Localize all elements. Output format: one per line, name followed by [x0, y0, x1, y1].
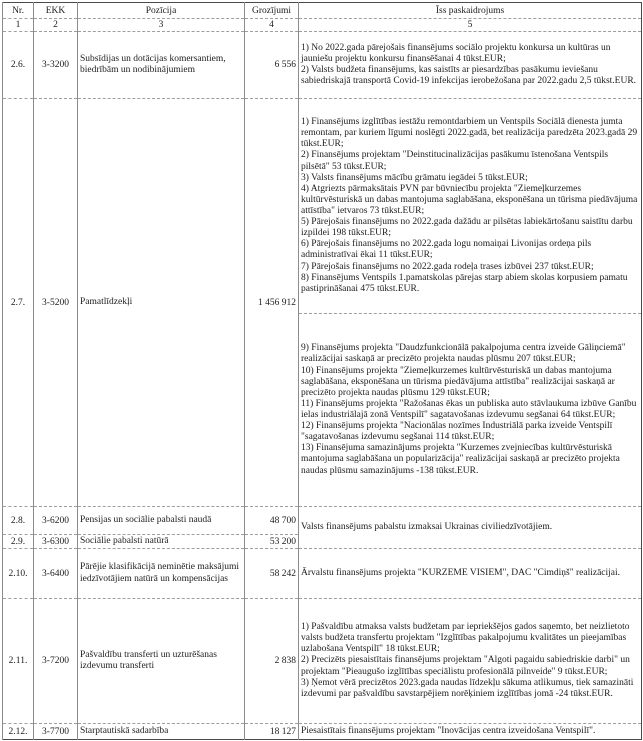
explanation-item: 1) Finansējums izglītības iestāžu remontdarbiem un Ventspils Sociālā dienesta jumta remontam, par kuriem līgumi noslēgti 2022.gadā, bet realizācija paredzēta 2023.gadā 29 tūkst.EUR;: [301, 117, 638, 150]
col-header-ekk: EKK: [34, 3, 78, 19]
explanation-item: 9) Finansējums projekta "Daudzfunkcionālā pakalpojuma centra izveide Gāliņciemā" realizācijai saskaņā ar precizēto projekta naudas plūsmu 207 tūkst.EUR;: [301, 343, 626, 365]
explanation-item: 12) Finansējums projekta "Nacionālas nozīmes Industriālā parka izveide Ventspilī "sagatavošanas izdevumu segšanai 114 tūkst.EUR;: [301, 421, 613, 443]
col-header-nr: Nr.: [3, 3, 34, 19]
col-number-3: 3: [78, 19, 245, 32]
grozijumi-cell: 6 556: [245, 32, 299, 99]
nr-cell: 2.7.: [3, 99, 34, 507]
explanation-cell: [299, 99, 642, 314]
ekk-cell: 3-6200: [34, 507, 78, 535]
explanation-cell: [299, 549, 642, 599]
nr-cell: 2.8.: [3, 507, 34, 535]
col-header-paskaidrojums: Īss paskaidrojums: [299, 3, 642, 19]
grozijumi-cell: 53 200: [245, 535, 299, 549]
pozicija-cell: Subsīdijas un dotācijas komersantiem, biedrībām un nodibinājumiem: [78, 32, 245, 99]
table-row-2-6: [3, 32, 642, 99]
ekk-cell: 3-7700: [34, 724, 78, 740]
pozicija-cell: Pārējie klasifikācijā neminētie maksājumi iedzīvotājiem natūrā un kompensācijas: [78, 549, 245, 599]
explanation-item: 11) Finansējums projekta "Ražošanas ēkas un publiska auto stāvlaukuma izbūve Ganību ielas industriālajā zonā Ventspilī" sagatavošanas izdevumu segšanai 64 tūkst.EUR;: [301, 398, 637, 420]
col-header-grozijumi: Grozījumi: [245, 3, 299, 19]
ekk-cell: 3-6400: [34, 549, 78, 599]
explanation-item: Ārvalstu finansējums projekta "KURZEME VISIEM", DAC "Cimdiņš" realizācijai.: [301, 567, 621, 578]
grozijumi-cell: 2 838: [245, 599, 299, 724]
explanation-item: 5) Pārejošais finansējums no 2022.gada dažādu ar pilsētas labiekārtošanu saistītu darbu izpildei 198 tūkst.EUR;: [301, 217, 633, 239]
explanation-cell: [299, 507, 642, 549]
table-row-2-10: [3, 549, 642, 599]
pozicija-cell: Pamatlīdzekļi: [78, 99, 245, 507]
table-row-2-7: [3, 99, 642, 314]
nr-cell: 2.9.: [3, 535, 34, 549]
explanation-cell: [299, 32, 642, 99]
pozicija-cell: Pašvaldību transferti un uzturēšanas izdevumu transferti: [78, 599, 245, 724]
column-number-row: [3, 19, 642, 32]
grozijumi-cell: 1 456 912: [245, 99, 299, 507]
explanation-cell: [299, 599, 642, 724]
explanation-item: Valsts finansējums pabalstu izmaksai Ukrainas civiliedzīvotājiem.: [301, 521, 553, 532]
grozijumi-cell: 48 700: [245, 507, 299, 535]
nr-cell: 2.10.: [3, 549, 34, 599]
explanation-item: 1) No 2022.gada pārejošais finansējums sociālo projektu konkursa un kultūras un jauniešu projektu konkursu finansēšanai 4 tūkst.EUR;: [301, 42, 611, 64]
nr-cell: 2.6.: [3, 32, 34, 99]
col-number-4: 4: [245, 19, 299, 32]
explanation-item: 8) Finansējums Ventspils 1.pamatskolas pārejas starp abiem skolas korpusiem pamatu pastiprināšanai 475 tūkst.EUR.: [301, 272, 628, 294]
grozijumi-cell: 18 127: [245, 724, 299, 740]
explanation-item: 2) Finansējums projektam "Deinstitucinalizācijas pasākumu īstenošana Ventspils pilsētā" 53 tūkst.EUR;: [301, 150, 609, 172]
grozijumi-cell: 58 242: [245, 549, 299, 599]
ekk-cell: 3-3200: [34, 32, 78, 99]
explanation-item: 2) Valsts budžeta finansējums, kas saistīts ar piesardzības pasākumu ieviešanu sabiedriskajā transportā Covid-19 infekcijas ierobežošana par 2022.gadu 2,5 tūkst.EUR.: [301, 65, 637, 87]
col-header-pozicija: Pozīcija: [78, 3, 245, 19]
nr-cell: 2.11.: [3, 599, 34, 724]
explanation-item: 7) Pārejošais finansējums no 2022.gada rodeļa trases izbūvei 237 tūkst.EUR;: [301, 261, 594, 272]
explanation-cell: [299, 724, 642, 740]
budget-amendments-table: [2, 2, 642, 740]
explanation-item: 3) Ņemot vērā precizētos 2023.gada naudas līdzekļu sākuma atlikumus, tiek samazināti izdevumi par pašvaldību savstarpējiem norēķiniem izglītības jomā -24 tūkst.EUR.: [301, 677, 634, 699]
ekk-cell: 3-7200: [34, 599, 78, 724]
table-row-2-8: [3, 507, 642, 535]
ekk-cell: 3-6300: [34, 535, 78, 549]
table-row-2-11: [3, 599, 642, 724]
col-number-1: 1: [3, 19, 34, 32]
explanation-cell: [299, 314, 642, 507]
pozicija-cell: Pensijas un sociālie pabalsti naudā: [78, 507, 245, 535]
explanation-item: Piesaistītais finansējums projektam "Inovācijas centra izveidošana Ventspilī".: [301, 725, 596, 736]
col-number-2: 2: [34, 19, 78, 32]
table-row-2-12: [3, 724, 642, 740]
explanation-item: 10) Finansējums projekta "Ziemeļkurzemes kultūrvēsturiskā un dabas mantojuma saglabāšana, eksponēšana un tūrisma piedāvājuma attīstība" realizācijai saskaņā ar precizēto projekta naudas plūsmu 129 tūkst.EUR;: [301, 365, 615, 398]
explanation-item: 4) Atgriezts pārmaksātais PVN par būvniecību projekta "Ziemeļkurzemes kultūrvēsturiskā un dabas mantojuma saglabāšana, eksponēšana un tūrisma piedāvājuma attīstība" ietvaros 73 tūkst.EUR;: [301, 183, 638, 216]
header-row: [3, 3, 642, 19]
explanation-item: 6) Pārejošais finansējums no 2022.gada logu nomaiņai Livonijas ordeņa pils administratīvai ēkai 11 tūkst.EUR;: [301, 239, 592, 261]
col-number-5: 5: [299, 19, 642, 32]
explanation-item: 2) Precizēts piesaistītais finansējums projektam "Algoti pagaidu sabiedriskie darbi" un projektam "Pieaugušo izglītības speciālistu profesionālā pilnveide" 9 tūkst.EUR;: [301, 655, 630, 677]
pozicija-cell: Starptautiskā sadarbība: [78, 724, 245, 740]
nr-cell: 2.12.: [3, 724, 34, 740]
explanation-item: 3) Valsts finansējums mācību grāmatu iegādei 5 tūkst.EUR;: [301, 172, 528, 183]
ekk-cell: 3-5200: [34, 99, 78, 507]
pozicija-cell: Sociālie pabalsti natūrā: [78, 535, 245, 549]
explanation-item: 1) Pašvaldību atmaksa valsts budžetam par iepriekšējos gados saņemto, bet neizlietoto valsts budžeta transfertu projektam "Izglītības pakalpojumu kvalitātes un pieejamības uzlabošana Ventspilī" 18 tūkst.EUR;: [301, 622, 630, 655]
explanation-item: 13) Finansējuma samazinājums projekta "Kurzemes zvejniecības kultūrvēsturiskā mantojuma saglabāšana un popularizācija" realizācijai saskaņā ar precizēto projekta naudas plūsmu samazinājums -138 tūkst.EUR.: [301, 443, 620, 476]
